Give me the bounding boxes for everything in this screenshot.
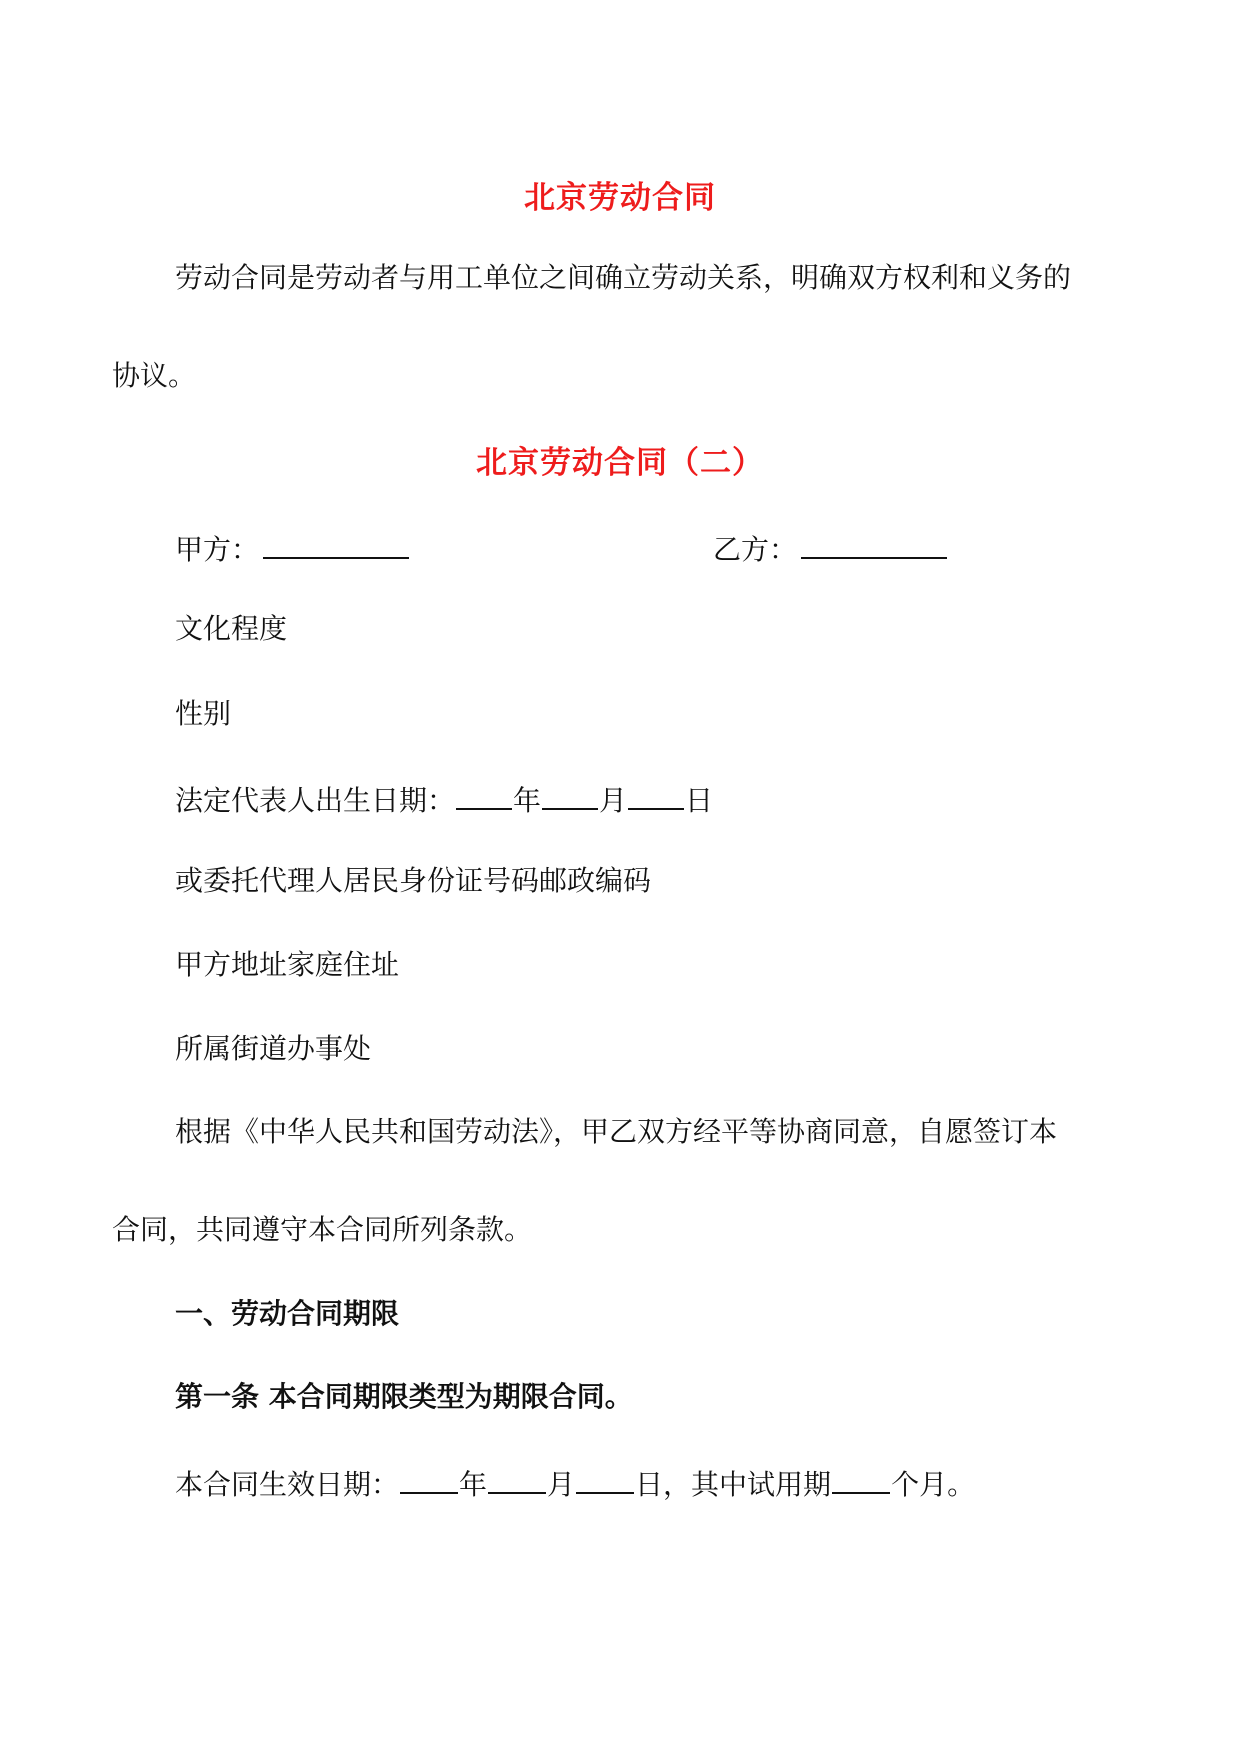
effective-year-blank[interactable] <box>400 1462 458 1494</box>
birth-day-blank[interactable] <box>628 778 684 810</box>
party-b-blank[interactable] <box>801 527 947 559</box>
probation-suffix: 个月。 <box>891 1468 976 1501</box>
document-title: 北京劳动合同 <box>524 180 716 216</box>
birth-year-unit: 年 <box>513 784 542 817</box>
field-agent-id: 或委托代理人居民身份证号码邮政编码 <box>175 864 652 897</box>
effective-year-unit: 年 <box>459 1468 488 1501</box>
effective-day-blank[interactable] <box>576 1462 634 1494</box>
chapter-heading: 一、劳动合同期限 <box>175 1297 400 1330</box>
basis-paragraph-line1: 根据《中华人民共和国劳动法》，甲乙双方经平等协商同意，自愿签订本 <box>175 1115 1058 1148</box>
party-a-blank[interactable] <box>263 527 409 559</box>
effective-day-unit: 日，其中试用期 <box>635 1468 832 1501</box>
party-b-row <box>713 527 948 570</box>
effective-date-label: 本合同生效日期： <box>175 1468 400 1501</box>
birth-month-unit: 月 <box>599 784 628 817</box>
party-a-row <box>175 527 410 570</box>
section-title: 北京劳动合同（二） <box>476 445 764 481</box>
intro-paragraph-line2: 协议。 <box>112 359 197 392</box>
basis-paragraph-line2: 合同，共同遵守本合同所列条款。 <box>112 1213 533 1246</box>
birth-date-label: 法定代表人出生日期： <box>175 784 456 817</box>
field-address: 甲方地址家庭住址 <box>175 948 400 981</box>
probation-months-blank[interactable] <box>832 1462 890 1494</box>
field-gender: 性别 <box>175 697 232 730</box>
field-street-office: 所属街道办事处 <box>175 1032 372 1065</box>
effective-month-unit: 月 <box>547 1468 576 1501</box>
party-a-label: 甲方： <box>175 533 260 566</box>
field-education: 文化程度 <box>175 612 288 645</box>
article-heading: 第一条 本合同期限类型为期限合同。 <box>175 1380 633 1413</box>
effective-month-blank[interactable] <box>488 1462 546 1494</box>
intro-paragraph-line1: 劳动合同是劳动者与用工单位之间确立劳动关系，明确双方权利和义务的 <box>175 261 1072 294</box>
birth-date-row <box>175 778 713 821</box>
birth-month-blank[interactable] <box>542 778 598 810</box>
effective-date-row <box>175 1462 975 1505</box>
birth-year-blank[interactable] <box>456 778 512 810</box>
party-b-label: 乙方： <box>713 533 798 566</box>
birth-day-unit: 日 <box>685 784 714 817</box>
